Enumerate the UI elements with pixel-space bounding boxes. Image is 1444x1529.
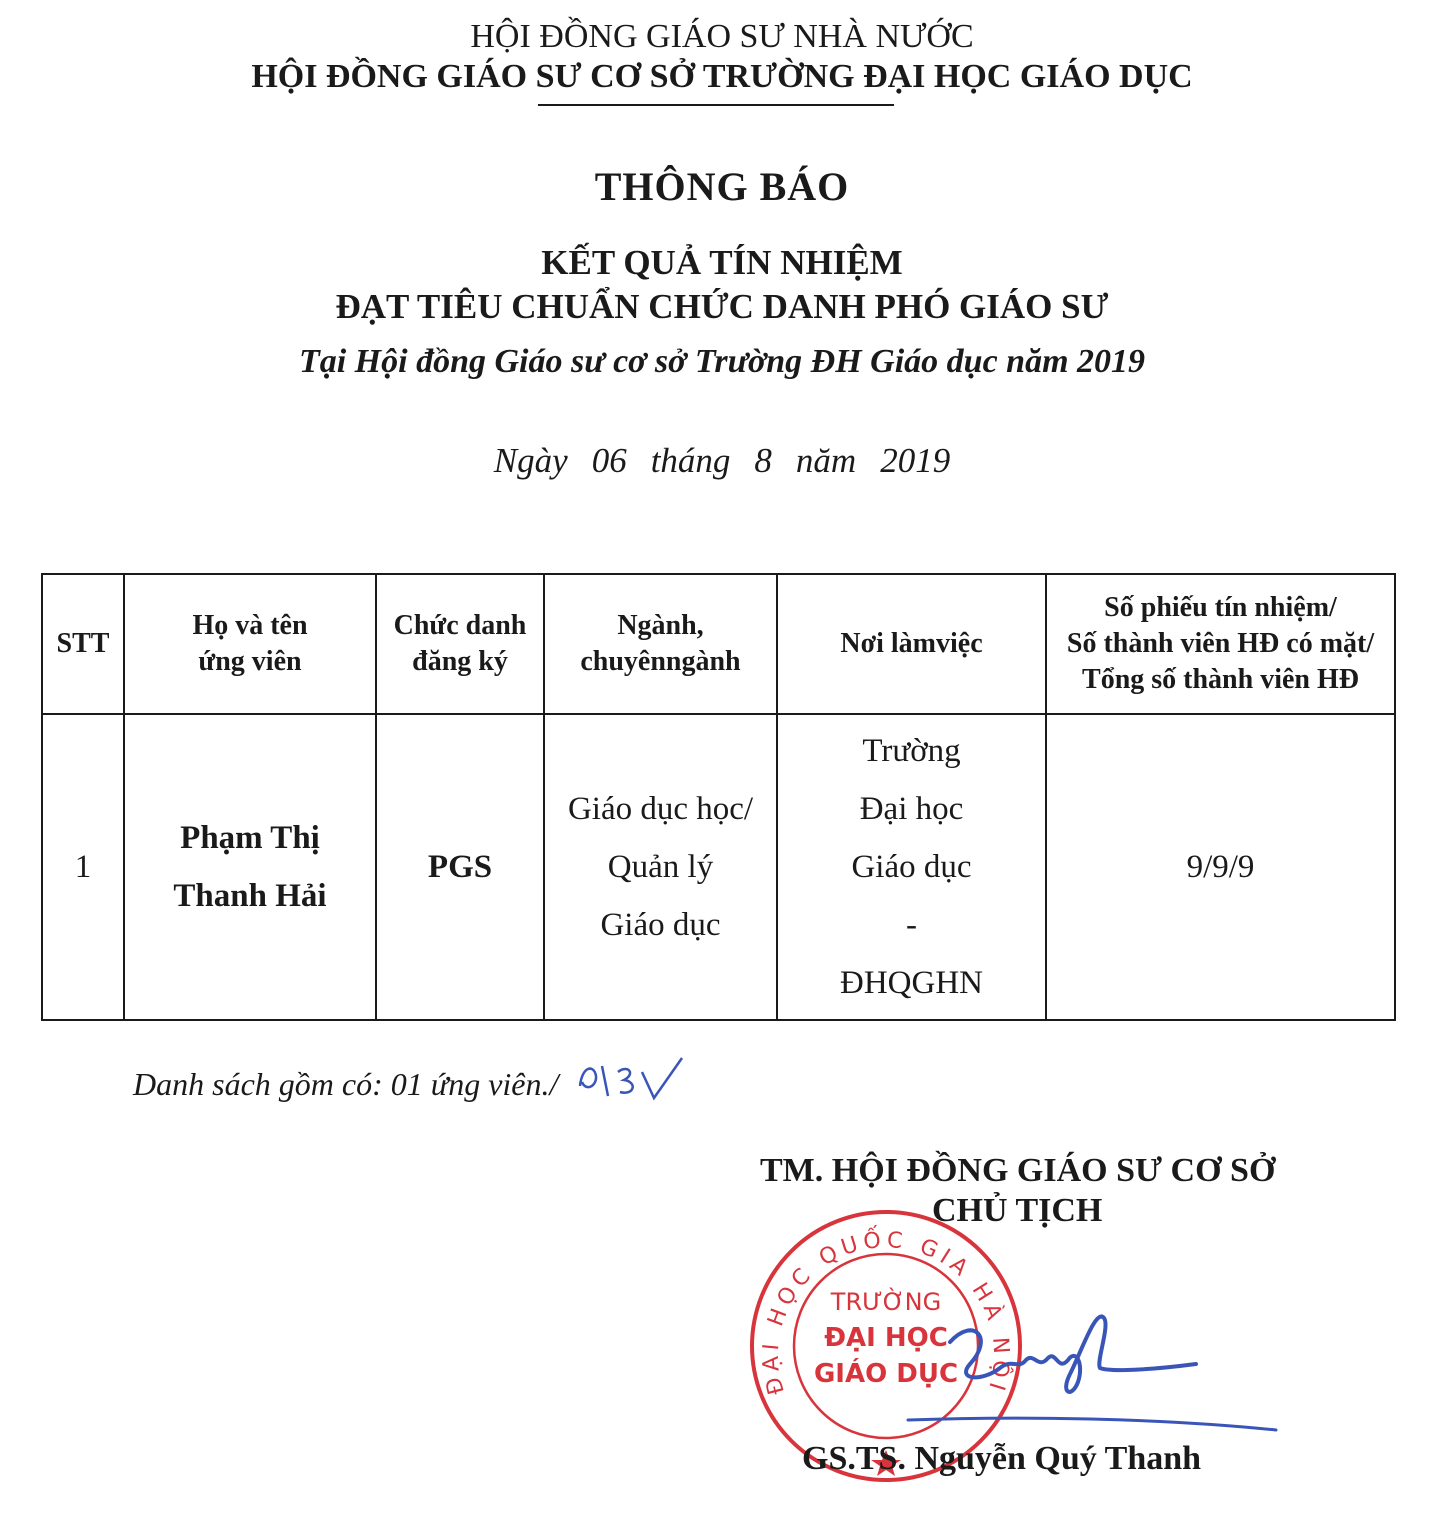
svg-text:GIÁO DỤC: GIÁO DỤC (813, 1359, 959, 1389)
table-row (42, 714, 1395, 1020)
subtitle-line-3: Tại Hội đồng Giáo sư cơ sở Trường ĐH Giáo dục năm 2019 (298, 343, 1146, 380)
date-day-label: Ngày (493, 441, 568, 480)
cell-votes: 9/9/9 (1046, 714, 1395, 1020)
date-day: 06 (591, 441, 627, 480)
result-table (41, 573, 1396, 1021)
handwritten-mark-icon (572, 1052, 687, 1102)
cell-name: Phạm Thị Thanh Hải (124, 714, 376, 1020)
header-title: Chức danh đăng ký (376, 574, 544, 714)
header-field: Ngành, chuyênngành (544, 574, 777, 714)
cell-field: Giáo dục học/ Quản lý Giáo dục (544, 714, 777, 1020)
date-month: 8 (754, 441, 772, 480)
signature-icon (900, 1298, 1290, 1448)
summary-note: Danh sách gồm có: 01 ứng viên./ (133, 1066, 559, 1102)
document-title: THÔNG BÁO (594, 164, 850, 209)
svg-text:TRƯỜNG: TRƯỜNG (830, 1288, 942, 1316)
header-stt: STT (42, 574, 124, 714)
header-votes: Số phiếu tín nhiệm/ Số thành viên HĐ có mặt/ Tổng số thành viên HĐ (1046, 574, 1395, 714)
signer-name: GS.TS. Nguyễn Quý Thanh (802, 1440, 1202, 1477)
date-year-label: năm (795, 441, 857, 480)
table-header-row (42, 574, 1395, 714)
cell-stt: 1 (42, 714, 124, 1020)
org-line-2: HỘI ĐỒNG GIÁO SƯ CƠ SỞ TRƯỜNG ĐẠI HỌC GIÁO DỤC (251, 58, 1193, 95)
cell-title: PGS (376, 714, 544, 1020)
cell-workplace: Trường Đại học Giáo dục - ĐHQGHN (777, 714, 1046, 1020)
svg-text:ĐẠI HỌC QUỐC GIA HÀ NỘI: ĐẠI HỌC QUỐC GIA HÀ NỘI (758, 1227, 1014, 1398)
signatory-role: CHỦ TỊCH (932, 1192, 1103, 1229)
svg-text:ĐẠI HỌC: ĐẠI HỌC (824, 1323, 948, 1353)
header-underline (538, 104, 894, 106)
org-line-1: HỘI ĐỒNG GIÁO SƯ NHÀ NƯỚC (470, 18, 974, 55)
header-workplace: Nơi làmviệc (777, 574, 1046, 714)
header-name: Họ và tên ứng viên (124, 574, 376, 714)
date-month-label: tháng (650, 441, 731, 480)
document-date (0, 441, 1444, 481)
signatory-organization: TM. HỘI ĐỒNG GIÁO SƯ CƠ SỞ (760, 1152, 1276, 1189)
subtitle-line-2: ĐẠT TIÊU CHUẨN CHỨC DANH PHÓ GIÁO SƯ (335, 287, 1109, 326)
date-year: 2019 (880, 441, 951, 480)
subtitle-line-1: KẾT QUẢ TÍN NHIỆM (541, 243, 903, 282)
